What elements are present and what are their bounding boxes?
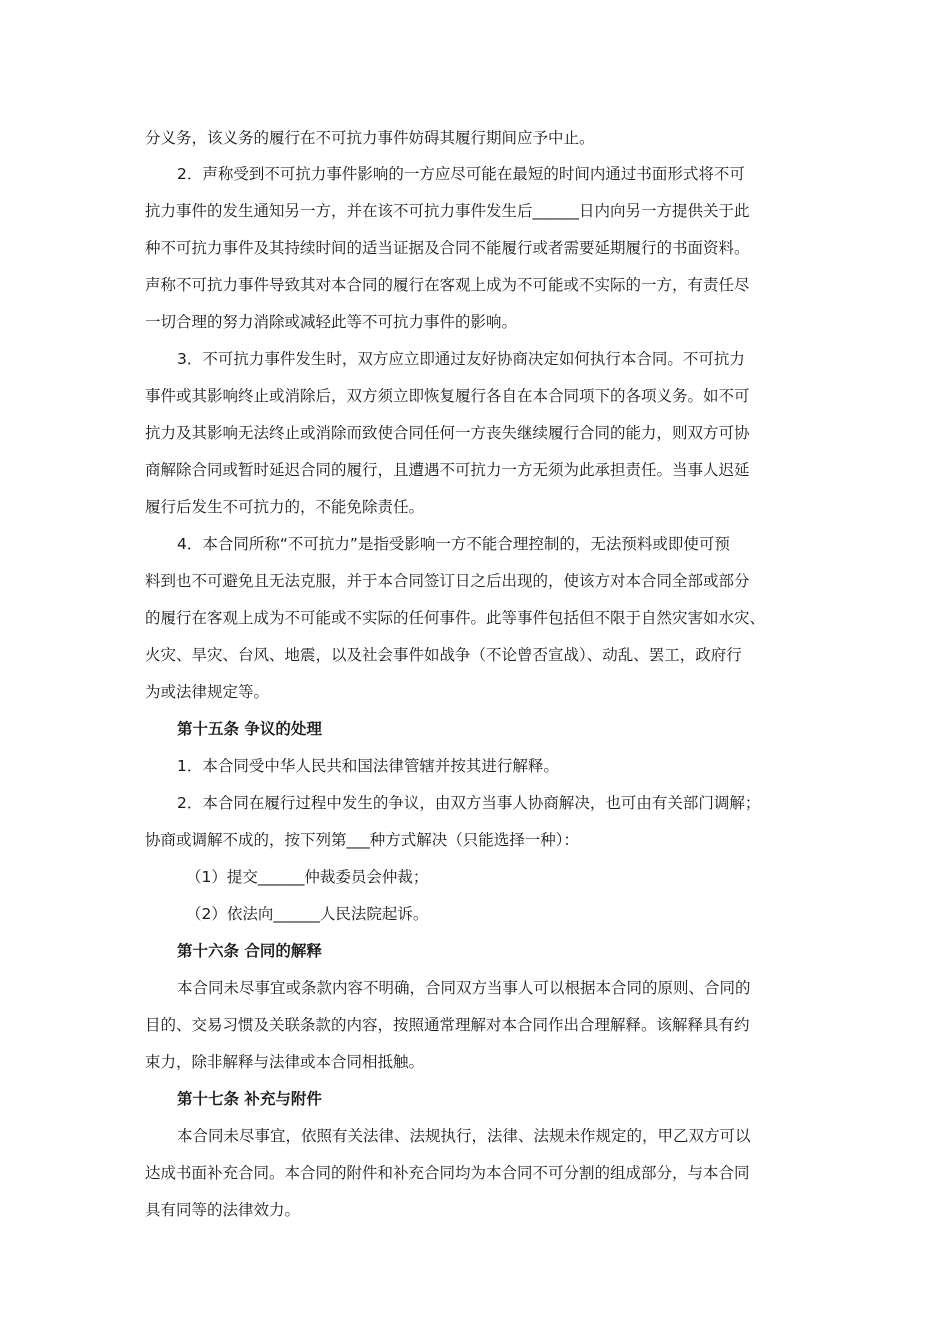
- text-line: 协商或调解不成的，按下列第___种方式解决（只能选择一种）：: [145, 831, 580, 849]
- section-heading-15: 第十五条 争议的处理: [177, 720, 322, 738]
- text-line: 2．本合同在履行过程中发生的争议，由双方当事人协商解决，也可由有关部门调解；: [177, 794, 761, 812]
- text-line: 一切合理的努力消除或减轻此等不可抗力事件的影响。: [145, 313, 518, 331]
- text-line: 商解除合同或暂时延迟合同的履行，且遭遇不可抗力一方无须为此承担责任。当事人迟延: [145, 461, 750, 479]
- section-heading-16: 第十六条 合同的解释: [177, 942, 322, 960]
- text-line: 抗力事件的发生通知另一方，并在该不可抗力事件发生后______日内向另一方提供关于此: [145, 202, 750, 220]
- text-line: 火灾、旱灾、台风、地震，以及社会事件如战争（不论曾否宣战）、动乱、罢工，政府行: [145, 646, 742, 664]
- clause-4-text: 4．本合同所称“不可抗力”是指受影响一方不能合理控制的，无法预料或即使可预: [177, 535, 730, 553]
- text-line: 束力，除非解释与法律或本合同相抵触。: [145, 1053, 425, 1071]
- text-line: 抗力及其影响无法终止或消除而致使合同任何一方丧失继续履行合同的能力，则双方可协: [145, 424, 750, 442]
- text-line: 的履行在客观上成为不可能或不实际的任何事件。此等事件包括但不限于自然灾害如水灾、: [145, 609, 766, 627]
- text-line: 为或法律规定等。: [145, 683, 270, 701]
- section-heading-17: 第十七条 补充与附件: [177, 1090, 322, 1108]
- text-line: 达成书面补充合同。本合同的附件和补充合同均为本合同不可分割的组成部分，与本合同: [145, 1164, 750, 1182]
- text-line: 目的、交易习惯及关联条款的内容，按照通常理解对本合同作出合理解释。该解释具有约: [145, 1016, 750, 1034]
- text-line: 事件或其影响终止或消除后，双方须立即恢复履行各自在本合同项下的各项义务。如不可: [145, 387, 750, 405]
- text-line: 分义务，该义务的履行在不可抗力事件妨碍其履行期间应予中止。: [145, 129, 595, 147]
- text-line: 料到也不可避免且无法克服，并于本合同签订日之后出现的，使该方对本合同全部或部分: [145, 572, 750, 590]
- text-line: 种不可抗力事件及其持续时间的适当证据及合同不能履行或者需要延期履行的书面资料。: [145, 239, 750, 257]
- text-line: 履行后发生不可抗力的，不能免除责任。: [145, 498, 425, 516]
- clause-2-text: 2．声称受到不可抗力事件影响的一方应尽可能在最短的时间内通过书面形式将不可: [177, 165, 745, 183]
- text-line: 本合同未尽事宜或条款内容不明确，合同双方当事人可以根据本合同的原则、合同的: [177, 979, 751, 997]
- text-line: 1．本合同受中华人民共和国法律管辖并按其进行解释。: [177, 757, 559, 775]
- text-line: 具有同等的法律效力。: [145, 1201, 301, 1219]
- option-2-text: （2）依法向______人民法院起诉。: [186, 905, 429, 923]
- text-line: 声称不可抗力事件导致其对本合同的履行在客观上成为不可能或不实际的一方，有责任尽: [145, 276, 750, 294]
- text-line: 本合同未尽事宜，依照有关法律、法规执行，法律、法规未作规定的，甲乙双方可以: [177, 1127, 751, 1145]
- clause-3-text: 3．不可抗力事件发生时，双方应立即通过友好协商决定如何执行本合同。不可抗力: [177, 350, 745, 368]
- option-1-text: （1）提交______仲裁委员会仲裁；: [186, 868, 429, 886]
